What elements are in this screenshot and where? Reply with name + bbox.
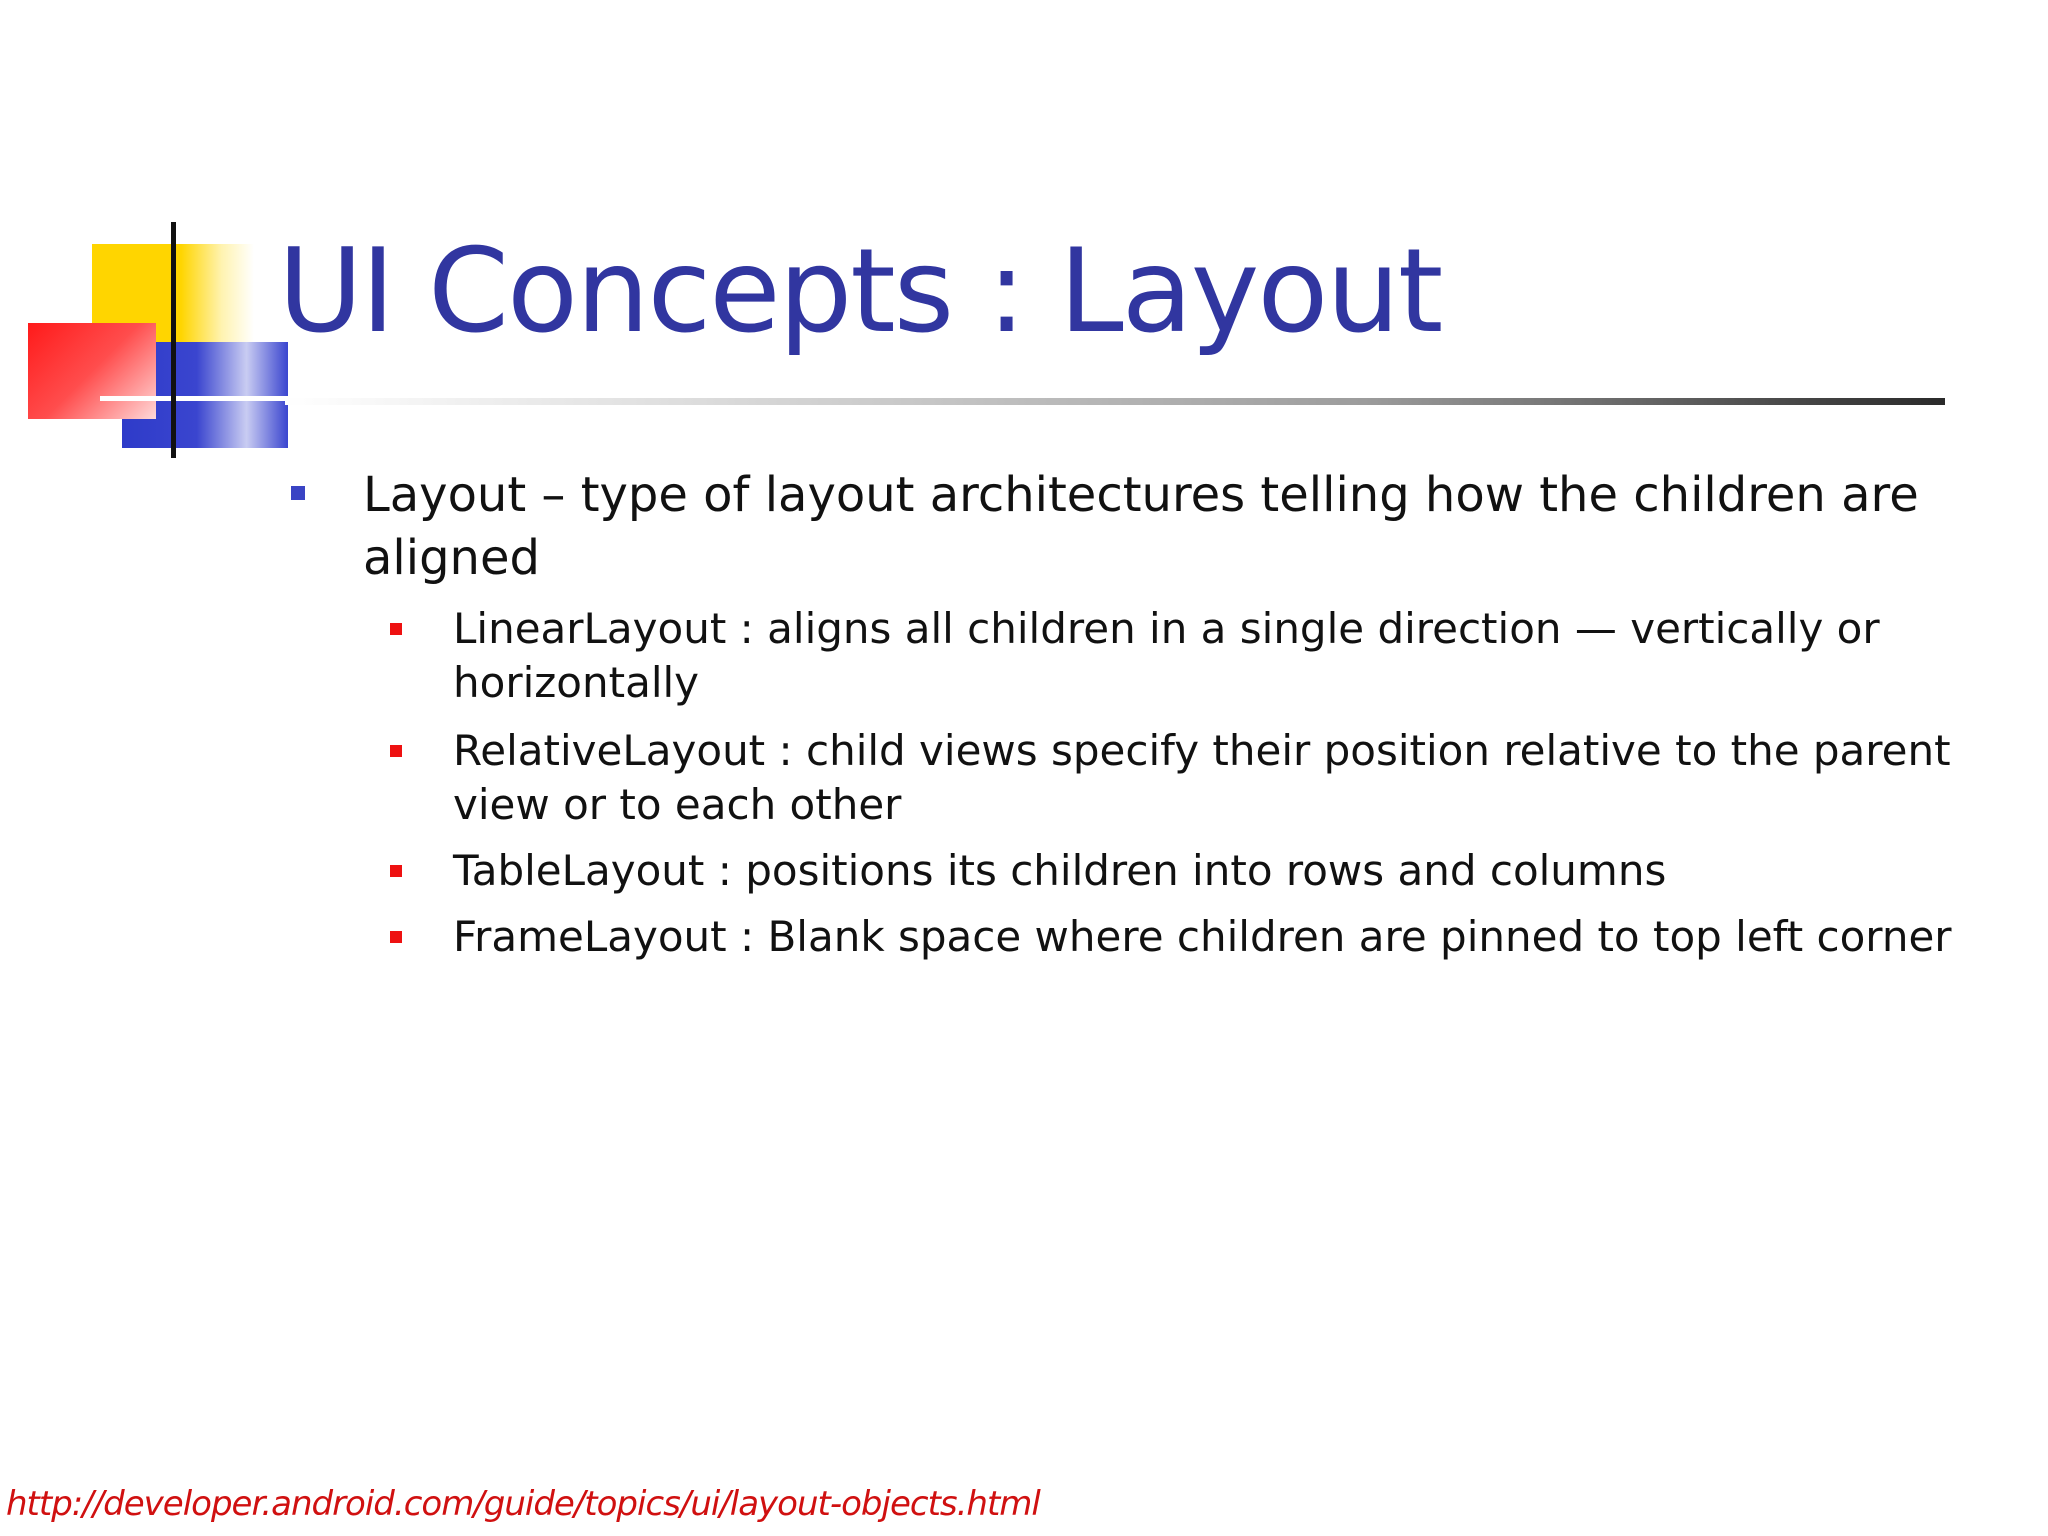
level2-bullet-marker <box>390 865 402 877</box>
white-divider <box>100 396 290 401</box>
level2-bullet-marker <box>390 931 402 943</box>
level1-bullet-marker <box>291 486 305 500</box>
list-item-text: FrameLayout : Blank space where children are pinned to top left corner <box>453 912 1952 961</box>
level2-bullet-marker <box>390 745 402 757</box>
level2-bullet-marker <box>390 623 402 635</box>
list-item-text: RelativeLayout : child views specify their position relative to the parent view or to each other <box>453 726 1951 829</box>
slide-title: UI Concepts : Layout <box>278 224 1442 359</box>
black-vertical-line <box>171 222 176 458</box>
level1-bullet-text: Layout – type of layout architectures telling how the children are aligned <box>363 467 1919 586</box>
source-url-link[interactable]: http://developer.android.com/guide/topics/ui/layout-objects.html <box>6 1484 1040 1524</box>
red-block <box>28 323 156 419</box>
title-underline <box>285 398 1945 405</box>
list-item-text: LinearLayout : aligns all children in a single direction — vertically or horizontally <box>453 604 1880 707</box>
list-item-text: TableLayout : positions its children into rows and columns <box>453 846 1667 895</box>
